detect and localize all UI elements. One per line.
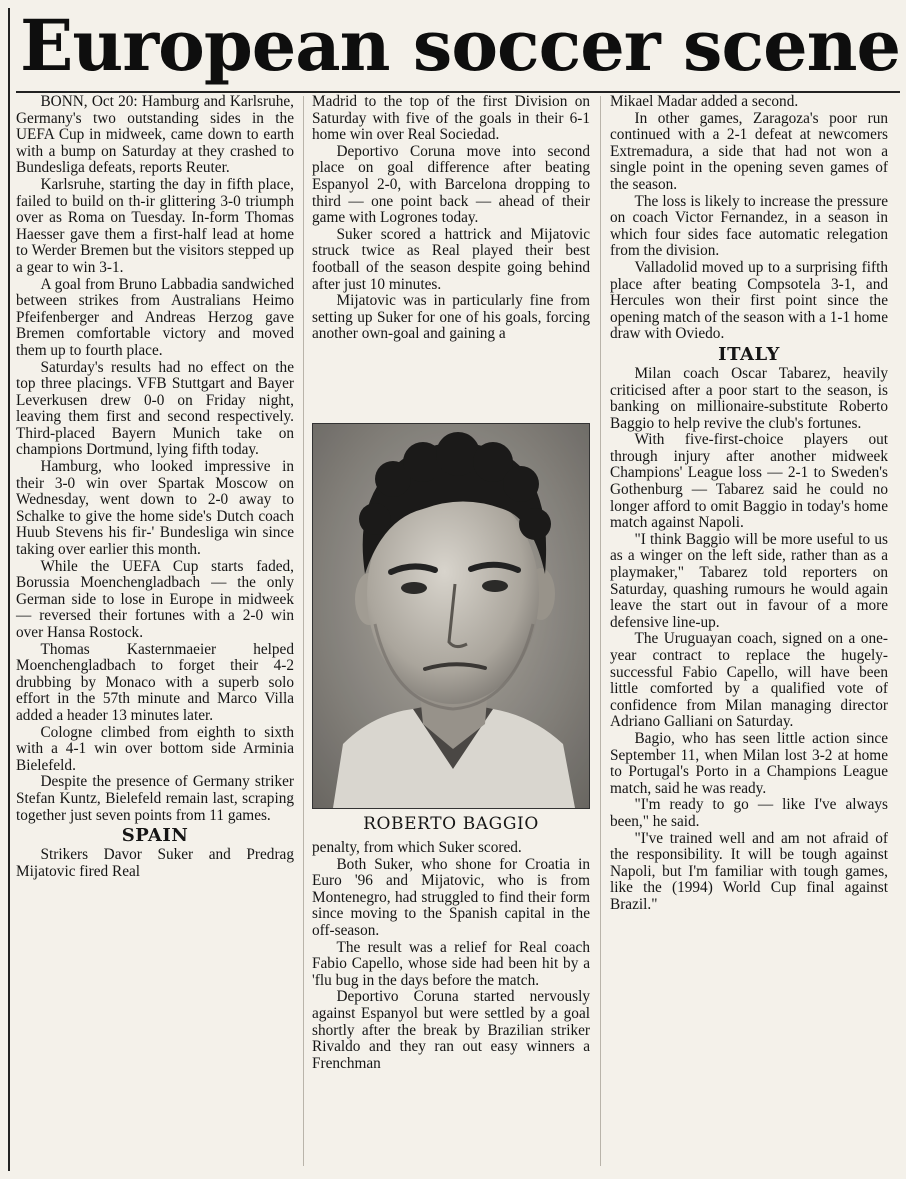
portrait-photo-image <box>313 424 589 808</box>
headline: European soccer scene <box>20 4 901 87</box>
paragraph: Mikael Madar added a second. <box>610 93 799 110</box>
column-divider <box>600 96 601 1166</box>
article-column-3 <box>610 94 888 914</box>
article-column-2-bottom <box>312 840 590 1072</box>
paragraph: Suker scored a hattrick and Mijatovic struck twice as Real played their best football of the season despite going behind after just 10 minutes. <box>312 225 590 293</box>
left-border-rule <box>8 8 10 1171</box>
paragraph: Both Suker, who shone for Croatia in Euro '96 and Mijatovic, who is from Montenegro, had struggled to find their form since moving to the Spanish capital in the off-season. <box>312 855 590 939</box>
paragraph: The loss is likely to increase the pressure on coach Victor Fernandez, in a season in which four sides face automatic relegation from the division. <box>610 192 888 260</box>
paragraph: Saturday's results had no effect on the top three placings. VFB Stuttgart and Bayer Leverkusen drew 0-0 on Friday night, leaving them first and second respectively. Third-placed Bayern Munich take on champions Dortmund, lying fifth today. <box>16 358 294 459</box>
paragraph: Cologne climbed from eighth to sixth with a 4-1 win over bottom side Arminia Bielefeld. <box>16 723 294 774</box>
paragraph: Bagio, who has seen little action since September 11, when Milan lost 3-2 at home to Portugal's Porto in a Champions League match, said he was ready. <box>610 729 888 797</box>
paragraph: BONN, Oct 20: Hamburg and Karlsruhe, Germany's two outstanding sides in the UEFA Cup in midweek, came down to earth with a bump on Saturday at they crashed to Bundesliga defeats, reports Reuter. <box>16 93 294 177</box>
paragraph: Hamburg, who looked impressive in their 3-0 win over Spartak Moscow on Wednesday, went down to 2-0 away to Schalke to give the home side's Dutch coach Huub Stevens his fir‐' Bundesliga win since taking over earlier this month. <box>16 458 294 559</box>
paragraph: Madrid to the top of the first Division on Saturday with five of the goals in their 6-1 home win over Real Sociedad. <box>312 93 590 144</box>
paragraph: The Uruguayan coach, signed on a one-year contract to replace the hugely-successful Fabio Capello, will have been little comforted by a qualified vote of confidence from Milan managing director Adriano Galliani on Saturday. <box>610 630 888 731</box>
paragraph: "I'm ready to go — like I've always been," he said. <box>610 796 888 830</box>
paragraph: Deportivo Coruna move into second place on goal difference after beating Espanyol 2-0, with Barcelona dropping to third — one point back — ahead of their game with Logrones today. <box>312 142 590 227</box>
paragraph: Deportivo Coruna started nervously against Espanyol but were settled by a goal shortly after the break by Brazilian striker Rivaldo and they ran out easy winners a Frenchman <box>312 988 590 1072</box>
paragraph: Thomas Kasternmaeier helped Moenchengladbach to forget their 4-2 drubbing by Monaco with a superb solo effort in the 57th minute and Marco Villa added a header 13 minutes later. <box>16 640 294 724</box>
paragraph: With five-first-choice players out through injury after another midweek Champions' League loss — 2-1 to Sweden's Gothenburg — Tabarez said he could no longer afford to omit Baggio in today's home match against Napoli. <box>610 431 888 532</box>
portrait-photo <box>312 423 590 809</box>
paragraph: In other games, Zaragoza's poor run continued with a 2-1 defeat at newcomers Extremadura, a side that had not won a single point in the opening seven games of the season. <box>610 109 888 193</box>
paragraph: "I think Baggio will be more useful to us as a winger on the left side, rather than as a playmaker," Tabarez told reporters on Saturday, quashing rumours he would again leave the start out in favour of a more defensive line-up. <box>610 530 888 631</box>
paragraph: Despite the presence of Germany striker Stefan Kuntz, Bielefeld remain last, scraping together just seven points from 11 games. <box>16 773 294 824</box>
paragraph: Karlsruhe, starting the day in fifth place, failed to build on th‐ir glittering 3-0 triumph over as Roma on Tuesday. In-form Thomas Haesser gave them a first-half lead at home to Werder Bremen but the visitors stepped up a gear to win 3-1. <box>16 175 294 276</box>
photo-caption: ROBERTO BAGGIO <box>363 814 539 834</box>
section-heading-italy: ITALY <box>718 343 780 365</box>
section-heading-spain: SPAIN <box>121 825 189 847</box>
paragraph: Milan coach Oscar Tabarez, heavily criticised after a poor start to the season, is banking on millionaire-substitute Roberto Baggio to help revive the club's fortunes. <box>610 364 888 432</box>
paragraph: "I've trained well and am not afraid of the responsibility. It will be tough against Napoli, but I'm familiar with tough games, like the (1994) World Cup final against Brazil." <box>610 829 888 913</box>
column-divider <box>303 96 304 1166</box>
article-column-2-top <box>312 94 590 343</box>
paragraph: The result was a relief for Real coach Fabio Capello, whose side had been hit by a 'flu bug in the days before the match. <box>312 938 590 989</box>
paragraph: Strikers Davor Suker and Predrag Mijatovic fired Real <box>16 846 294 880</box>
paragraph: Mijatovic was in particularly fine from setting up Suker for one of his goals, forcing another own-goal and gaining a <box>312 292 590 343</box>
paragraph: While the UEFA Cup starts faded, Borussia Moenchengladbach — the only German side to lose in Europe in midweek — reversed their fortunes with a 2-0 win over Hansa Rostock. <box>16 557 294 641</box>
article-column-1 <box>16 94 294 880</box>
paragraph: penalty, from which Suker scored. <box>312 839 522 856</box>
paragraph: A goal from Bruno Labbadia sandwiched between strikes from Australians Heimo Pfeifenberger and Andreas Herzog gave Bremen comfortable victory and moved them up to fourth place. <box>16 275 294 359</box>
paragraph: Valladolid moved up to a surprising fifth place after beating Compsotela 3-1, and Hercules won their first point since the opening match of the season with a 1-1 home draw with Oviedo. <box>610 258 888 343</box>
